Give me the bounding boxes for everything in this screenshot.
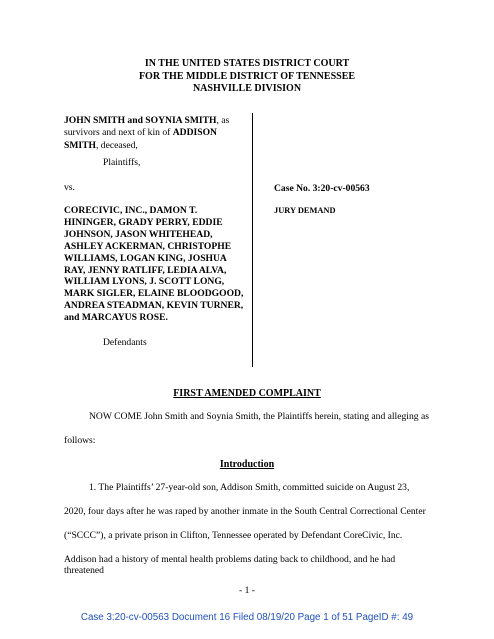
court-header [0, 58, 494, 96]
document-title: FIRST AMENDED COMPLAINT [173, 388, 321, 399]
court-line-2: FOR THE MIDDLE DISTRICT OF TENNESSEE [138, 70, 356, 82]
paragraph-1-line-3: (“SCCC”), a private prison in Clifton, Tennessee operated by Defendant CoreCivic, Inc. [64, 530, 403, 541]
section-heading: Introduction [219, 459, 275, 470]
plaintiff-description: , as survivors and next of kin of [64, 115, 230, 139]
plaintiff-names: JOHN SMITH and SOYNIA SMITH [64, 115, 217, 126]
paragraph-1-line-1: 1. The Plaintiffs’ 27-year-old son, Addison Smith, committed suicide on August 23, [89, 482, 410, 493]
plaintiffs-label: Plaintiffs, [103, 157, 141, 168]
court-line-1: IN THE UNITED STATES DISTRICT COURT [144, 58, 350, 69]
versus-label: vs. [64, 182, 75, 193]
page-number: - 1 - [239, 585, 255, 596]
decedent-name: ADDISON SMITH [64, 127, 217, 151]
defendants-label: Defendants [103, 337, 147, 348]
defendants-list: CORECIVIC, INC., DAMON T. HININGER, GRADY PERRY, EDDIE JOHNSON, JASON WHITEHEAD, ASHLEY ACKERMAN, CHRISTOPHE WILLIAMS, LOGAN KING, JOSHUA RAY, JENNY RATLIFF, LEDIA ALVA, WILLIAM LYONS, J. SCOTT LONG, MARK SIGLER, ELAINE BLOODGOOD, ANDREA STEADMAN, KEVIN TURNER, and MARCAYUS ROSE. [64, 205, 244, 324]
ecf-footer: Case 3:20-cv-00563 Document 16 Filed 08/19/20 Page 1 of 51 PageID #: 49 [80, 612, 414, 623]
intro-paragraph-line-2: follows: [64, 435, 96, 446]
jury-demand: JURY DEMAND [274, 206, 336, 215]
paragraph-1-line-2: 2020, four days after he was raped by another inmate in the South Central Correctional Center [64, 506, 426, 517]
case-number: Case No. 3:20-cv-00563 [274, 183, 370, 194]
deceased-text: , deceased, [96, 139, 138, 151]
intro-paragraph-line-1: NOW COME John Smith and Soynia Smith, the Plaintiffs herein, stating and alleging as [89, 411, 429, 422]
paragraph-1-line-4: Addison had a history of mental health problems dating back to childhood, and he had threatened [64, 554, 396, 576]
caption-divider [252, 113, 253, 367]
plaintiff-caption [64, 115, 250, 152]
court-line-3: NASHVILLE DIVISION [192, 83, 302, 94]
